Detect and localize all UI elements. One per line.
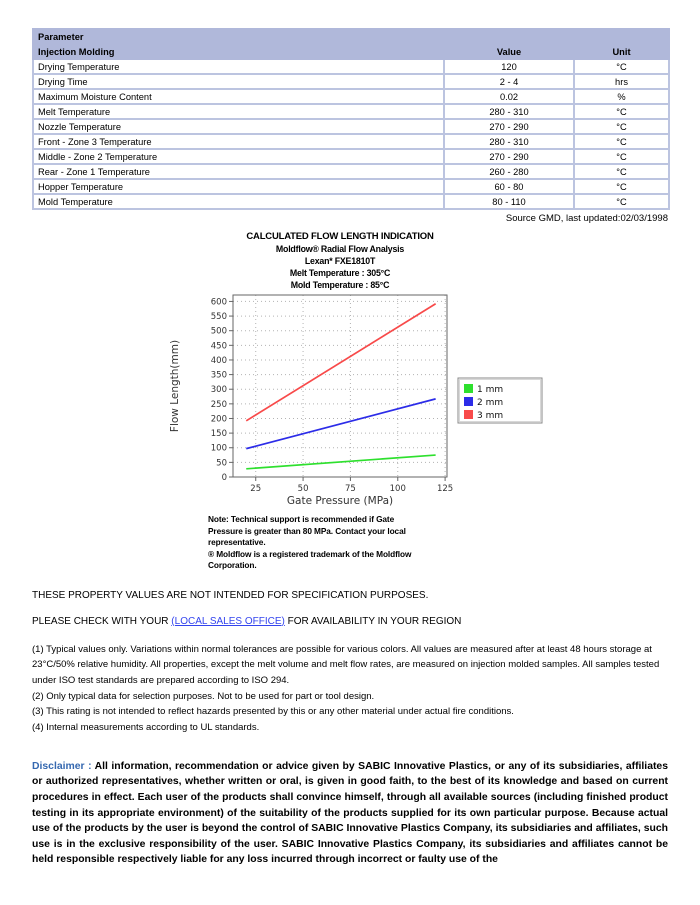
y-tick-label: 100: [210, 443, 227, 454]
table-row: [33, 194, 669, 209]
chart-subtitle-material: Lexan* FXE1810T: [304, 256, 376, 266]
cell-parameter: Maximum Moisture Content: [33, 89, 444, 104]
spec-statement: THESE PROPERTY VALUES ARE NOT INTENDED FOR SPECIFICATION PURPOSES.: [32, 589, 429, 601]
x-tick-label: 75: [345, 484, 356, 494]
footnotes: [32, 642, 668, 736]
cell-value: 80 - 110: [444, 194, 574, 209]
chart-title: CALCULATED FLOW LENGTH INDICATION: [246, 231, 434, 242]
cell-unit: °C: [574, 164, 669, 179]
cell-value: 280 - 310: [444, 134, 574, 149]
cell-value: 60 - 80: [444, 179, 574, 194]
table-title-row: [33, 29, 669, 44]
table-row: [33, 59, 669, 74]
x-axis-label: Gate Pressure (MPa): [286, 495, 394, 507]
chart-note-line: Pressure is greater than 80 MPa. Contact your local: [208, 525, 406, 536]
cell-parameter: Rear - Zone 1 Temperature: [33, 164, 444, 179]
chart-subtitle-melt: Melt Temperature : 305°C: [289, 268, 391, 278]
availability-prefix: PLEASE CHECK WITH YOUR: [32, 615, 172, 627]
x-tick-label: 25: [250, 484, 262, 494]
column-header-parameter: Injection Molding: [33, 44, 444, 59]
y-tick-label: 350: [210, 370, 227, 381]
availability-suffix: FOR AVAILABILITY IN YOUR REGION: [284, 615, 462, 627]
cell-value: 270 - 290: [444, 119, 574, 134]
chart-note-line: ® Moldflow is a registered trademark of the Moldflow: [208, 548, 412, 559]
cell-value: 270 - 290: [444, 149, 574, 164]
table-row: [33, 119, 669, 134]
y-tick-label: 500: [210, 326, 227, 337]
series-line-2mm: [246, 399, 435, 449]
y-tick-label: 550: [210, 312, 227, 323]
table-row: [33, 149, 669, 164]
y-axis-label: Flow Length(mm): [169, 339, 181, 433]
cell-parameter: Hopper Temperature: [33, 179, 444, 194]
y-tick-label: 400: [210, 355, 227, 366]
footnote: (2) Only typical data for selection purposes. Not to be used for part or tool design.: [32, 690, 375, 702]
chart-subtitle-analysis: Moldflow® Radial Flow Analysis: [275, 244, 405, 254]
y-tick-label: 250: [210, 399, 227, 410]
cell-unit: °C: [574, 179, 669, 194]
cell-parameter: Drying Temperature: [33, 59, 444, 74]
cell-parameter: Mold Temperature: [33, 194, 444, 209]
legend-swatch: [464, 384, 473, 393]
footnote: (3) This rating is not intended to reflect hazards presented by this or any other material under actual fire conditions.: [32, 706, 514, 718]
cell-unit: °C: [574, 119, 669, 134]
chart-subtitle-mold: Mold Temperature : 85°C: [290, 280, 390, 290]
legend-swatch: [464, 397, 473, 406]
cell-unit: °C: [574, 59, 669, 74]
cell-parameter: Front - Zone 3 Temperature: [33, 134, 444, 149]
cell-value: 0.02: [444, 89, 574, 104]
y-tick-label: 600: [210, 297, 227, 308]
disclaimer-text: All information, recommendation or advice given by SABIC Innovative Plastics, or any of its subsidiaries, affiliates or authorized representatives, whether written or oral, is given in good faith, to the best of its knowledge and based on current procedures in effect. Each user of the products shall convince himself, through all available sources (including finished product testing in its appropriate environment) of the suitability of the products supplied for its own particular purpose. Because actual use of the products by the user is beyond the control of SABIC Innovative Plastics Company, its subsidiaries and affiliates, such use is in the exclusive responsibility of the user. SABIC Innovative Plastics Company, its subsidiaries and affiliates cannot be held responsible respectively liable for any loss incurred through incorrect or faulty use of the: [32, 760, 668, 866]
series-line-3mm: [246, 304, 435, 421]
flow-chart-plot: [165, 293, 550, 507]
flow-length-chart: [165, 230, 550, 572]
source-note: Source GMD, last updated:02/03/1998: [505, 213, 668, 224]
table-row: [33, 74, 669, 89]
cell-parameter: Drying Time: [33, 74, 444, 89]
local-sales-office-link[interactable]: (LOCAL SALES OFFICE): [171, 615, 285, 627]
cell-parameter: Melt Temperature: [33, 104, 444, 119]
cell-value: 120: [444, 59, 574, 74]
table-header-row: [33, 44, 669, 59]
y-tick-label: 300: [210, 385, 227, 396]
table-row: [33, 164, 669, 179]
cell-unit: °C: [574, 149, 669, 164]
cell-unit: °C: [574, 134, 669, 149]
x-tick-label: 100: [389, 484, 406, 494]
column-header-unit: Unit: [574, 44, 669, 59]
availability-statement: [32, 616, 668, 627]
cell-unit: hrs: [574, 74, 669, 89]
table-title: Parameter: [33, 29, 669, 44]
cell-parameter: Nozzle Temperature: [33, 119, 444, 134]
footnote: (1) Typical values only. Variations within normal tolerances are possible for various colors. All values are measured after at least 48 hours storage at 23°C/50% relative humidity. All properties, except the melt volume and melt flow rates, are measured on injection molded samples. All samples tested under ISO test standards are prepared according to ISO 294.: [32, 643, 660, 686]
y-tick-label: 200: [210, 414, 227, 425]
cell-unit: °C: [574, 104, 669, 119]
chart-note-line: Corporation.: [208, 560, 257, 570]
legend-swatch: [464, 410, 473, 419]
chart-titles: [165, 230, 515, 291]
chart-note-line: Note: Technical support is recommended if Gate: [208, 514, 395, 524]
y-tick-label: 150: [210, 429, 227, 440]
cell-value: 280 - 310: [444, 104, 574, 119]
y-tick-label: 0: [221, 473, 227, 483]
plot-border: [233, 295, 447, 477]
disclaimer: [32, 759, 668, 868]
x-tick-label: 50: [297, 484, 309, 494]
chart-note-line: representative.: [208, 537, 266, 547]
table-row: [33, 179, 669, 194]
footnote: (4) Internal measurements according to UL standards.: [32, 722, 260, 734]
legend-label: 3 mm: [477, 411, 504, 421]
y-tick-label: 450: [210, 341, 227, 352]
parameter-table: [32, 28, 670, 210]
cell-value: 260 - 280: [444, 164, 574, 179]
cell-value: 2 - 4: [444, 74, 574, 89]
table-row: [33, 134, 669, 149]
cell-unit: %: [574, 89, 669, 104]
chart-note: [208, 514, 468, 572]
disclaimer-label: Disclaimer :: [32, 760, 92, 772]
legend-label: 2 mm: [477, 398, 504, 408]
series-line-1mm: [246, 455, 435, 469]
cell-parameter: Middle - Zone 2 Temperature: [33, 149, 444, 164]
column-header-value: Value: [444, 44, 574, 59]
cell-unit: °C: [574, 194, 669, 209]
table-row: [33, 104, 669, 119]
y-tick-label: 50: [216, 458, 227, 469]
table-row: [33, 89, 669, 104]
x-tick-label: 125: [436, 484, 454, 494]
legend-label: 1 mm: [477, 385, 504, 395]
